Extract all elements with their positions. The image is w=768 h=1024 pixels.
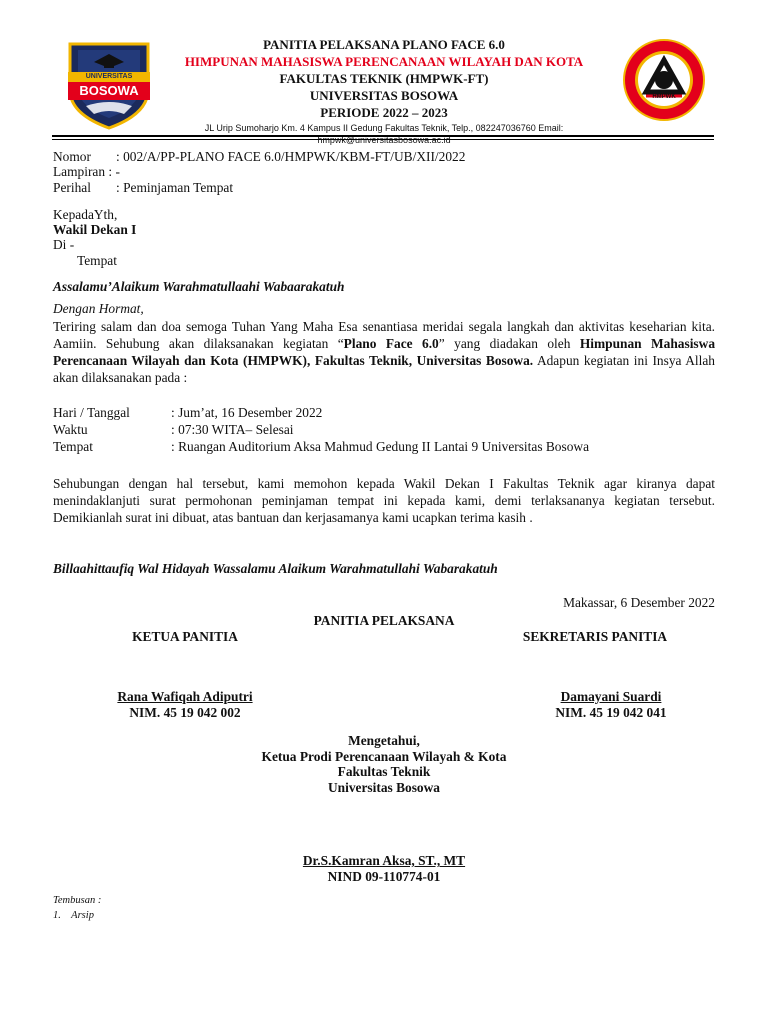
header-line-4: UNIVERSITAS BOSOWA <box>309 88 459 103</box>
recipient-tempat: Tempat <box>77 253 117 268</box>
logo-right-text: HMPWK <box>652 94 676 100</box>
header-line-1: PANITIA PELAKSANA PLANO FACE 6.0 <box>263 37 505 52</box>
kaprodi-name: Dr.S.Kamran Aksa, ST., MT <box>302 853 466 868</box>
ketua-nim: NIM. 45 19 042 002 <box>129 705 241 720</box>
p1-text-a: Teriring salam dan doa semoga Tuhan Yang Maha Esa senantiasa meridai segala langkah dan aktivitas keseharian kita. Aamiin. Sehubung akan dilaksanakan kegiatan “ <box>53 319 715 351</box>
header-rule <box>52 135 714 137</box>
kepada-yth: KepadaYth, <box>53 207 118 222</box>
kaprodi-line-1: Ketua Prodi Perencanaan Wilayah & Kota <box>261 748 507 764</box>
paragraph-2: Sehubungan dengan hal tersebut, kami memohon kepada Wakil Dekan I Fakultas Teknik agar kiranya dapat menindaklanjuti surat permohonan peminjaman tempat ini kepada kami, demi terlaksananya kegiatan tersebut. Demikianlah surat ini dibuat, atas bantuan dan kerjasamanya kami ucapkan terima kasih . <box>53 476 715 525</box>
p1-text-b: ” yang diadakan oleh <box>438 336 580 351</box>
ketua-name: Rana Wafiqah Adiputri <box>117 689 253 704</box>
hari-label: Hari / Tanggal <box>53 405 130 420</box>
tempat-label: Tempat <box>53 439 93 454</box>
header-line-2: HIMPUNAN MAHASISWA PERENCANAAN WILAYAH DAN KOTA <box>184 54 584 69</box>
ketua-title: KETUA PANITIA <box>132 629 238 644</box>
waktu-value: : 07:30 WITA– Selesai <box>171 422 294 437</box>
sekretaris-name: Damayani Suardi <box>560 689 662 704</box>
place-date: Makassar, 6 Desember 2022 <box>563 595 715 610</box>
mengetahui-label: Mengetahui, <box>348 733 420 748</box>
recipient-di: Di - <box>53 237 75 252</box>
waktu-label: Waktu <box>53 422 88 437</box>
header-email: hmpwk@universitasbosowa.ac.id <box>317 135 451 145</box>
logo-left-text: BOSOWA <box>79 83 139 98</box>
letterhead <box>0 36 768 145</box>
hari-row <box>53 405 322 421</box>
lampiran-label: Lampiran : - <box>53 164 120 179</box>
header-line-5: PERIODE 2022 – 2023 <box>320 105 448 120</box>
opening-salam: Assalamu’Alaikum Warahmatullaahi Wabaarakatuh <box>53 279 345 294</box>
paragraph-1 <box>53 318 715 386</box>
dengan-hormat: Dengan Hormat, <box>53 301 144 316</box>
header-line-3: FAKULTAS TEKNIK (HMPWK-FT) <box>279 71 489 86</box>
nomor-label: Nomor <box>53 149 91 164</box>
sekretaris-nim: NIM. 45 19 042 041 <box>555 705 667 720</box>
closing-salam: Billaahittaufiq Wal Hidayah Wassalamu Alaikum Warahmatullahi Wabarakatuh <box>53 561 498 576</box>
tembusan-label: Tembusan : <box>53 895 102 906</box>
perihal-value: : Peminjaman Tempat <box>116 180 234 195</box>
header-address: JL Urip Sumoharjo Km. 4 Kampus II Gedung Fakultas Teknik, Telp., 082247036760 Email: <box>204 123 564 133</box>
p1-event-name: Plano Face 6.0 <box>343 336 439 351</box>
tempat-value: : Ruangan Auditorium Aksa Mahmud Gedung II Lantai 9 Universitas Bosowa <box>171 439 590 454</box>
recipient-name: Wakil Dekan I <box>53 222 137 237</box>
p1-text-c: Adapun kegiatan ini Insya Allah akan dilaksanakan pada : <box>53 353 716 385</box>
mengetahui <box>184 733 584 795</box>
tembusan-item-1: 1. Arsip <box>53 910 94 921</box>
committee-title: PANITIA PELAKSANA <box>313 613 455 628</box>
perihal-label: Perihal <box>53 180 91 195</box>
perihal-row <box>53 180 233 196</box>
logo-left-ribbon: UNIVERSITAS <box>85 73 133 80</box>
kaprodi-line-2: Fakultas Teknik <box>337 764 431 779</box>
nomor-value: : 002/A/PP-PLANO FACE 6.0/HMPWK/KBM-FT/UB/XII/2022 <box>116 149 466 164</box>
sekretaris-title: SEKRETARIS PANITIA <box>522 629 668 644</box>
tempat-row <box>53 439 589 455</box>
hari-value: : Jum’at, 16 Desember 2022 <box>171 405 323 420</box>
kaprodi-line-3: Universitas Bosowa <box>328 779 440 795</box>
p1-organization: Himpunan Mahasiswa Perencanaan Wilayah dan Kota (HMPWK), Fakultas Teknik, Universitas Bosowa. <box>53 336 716 368</box>
kaprodi-nind: NIND 09-110774-01 <box>327 869 441 884</box>
waktu-row <box>53 422 294 438</box>
header-rule-thin <box>52 139 714 140</box>
nomor-row <box>53 149 465 165</box>
